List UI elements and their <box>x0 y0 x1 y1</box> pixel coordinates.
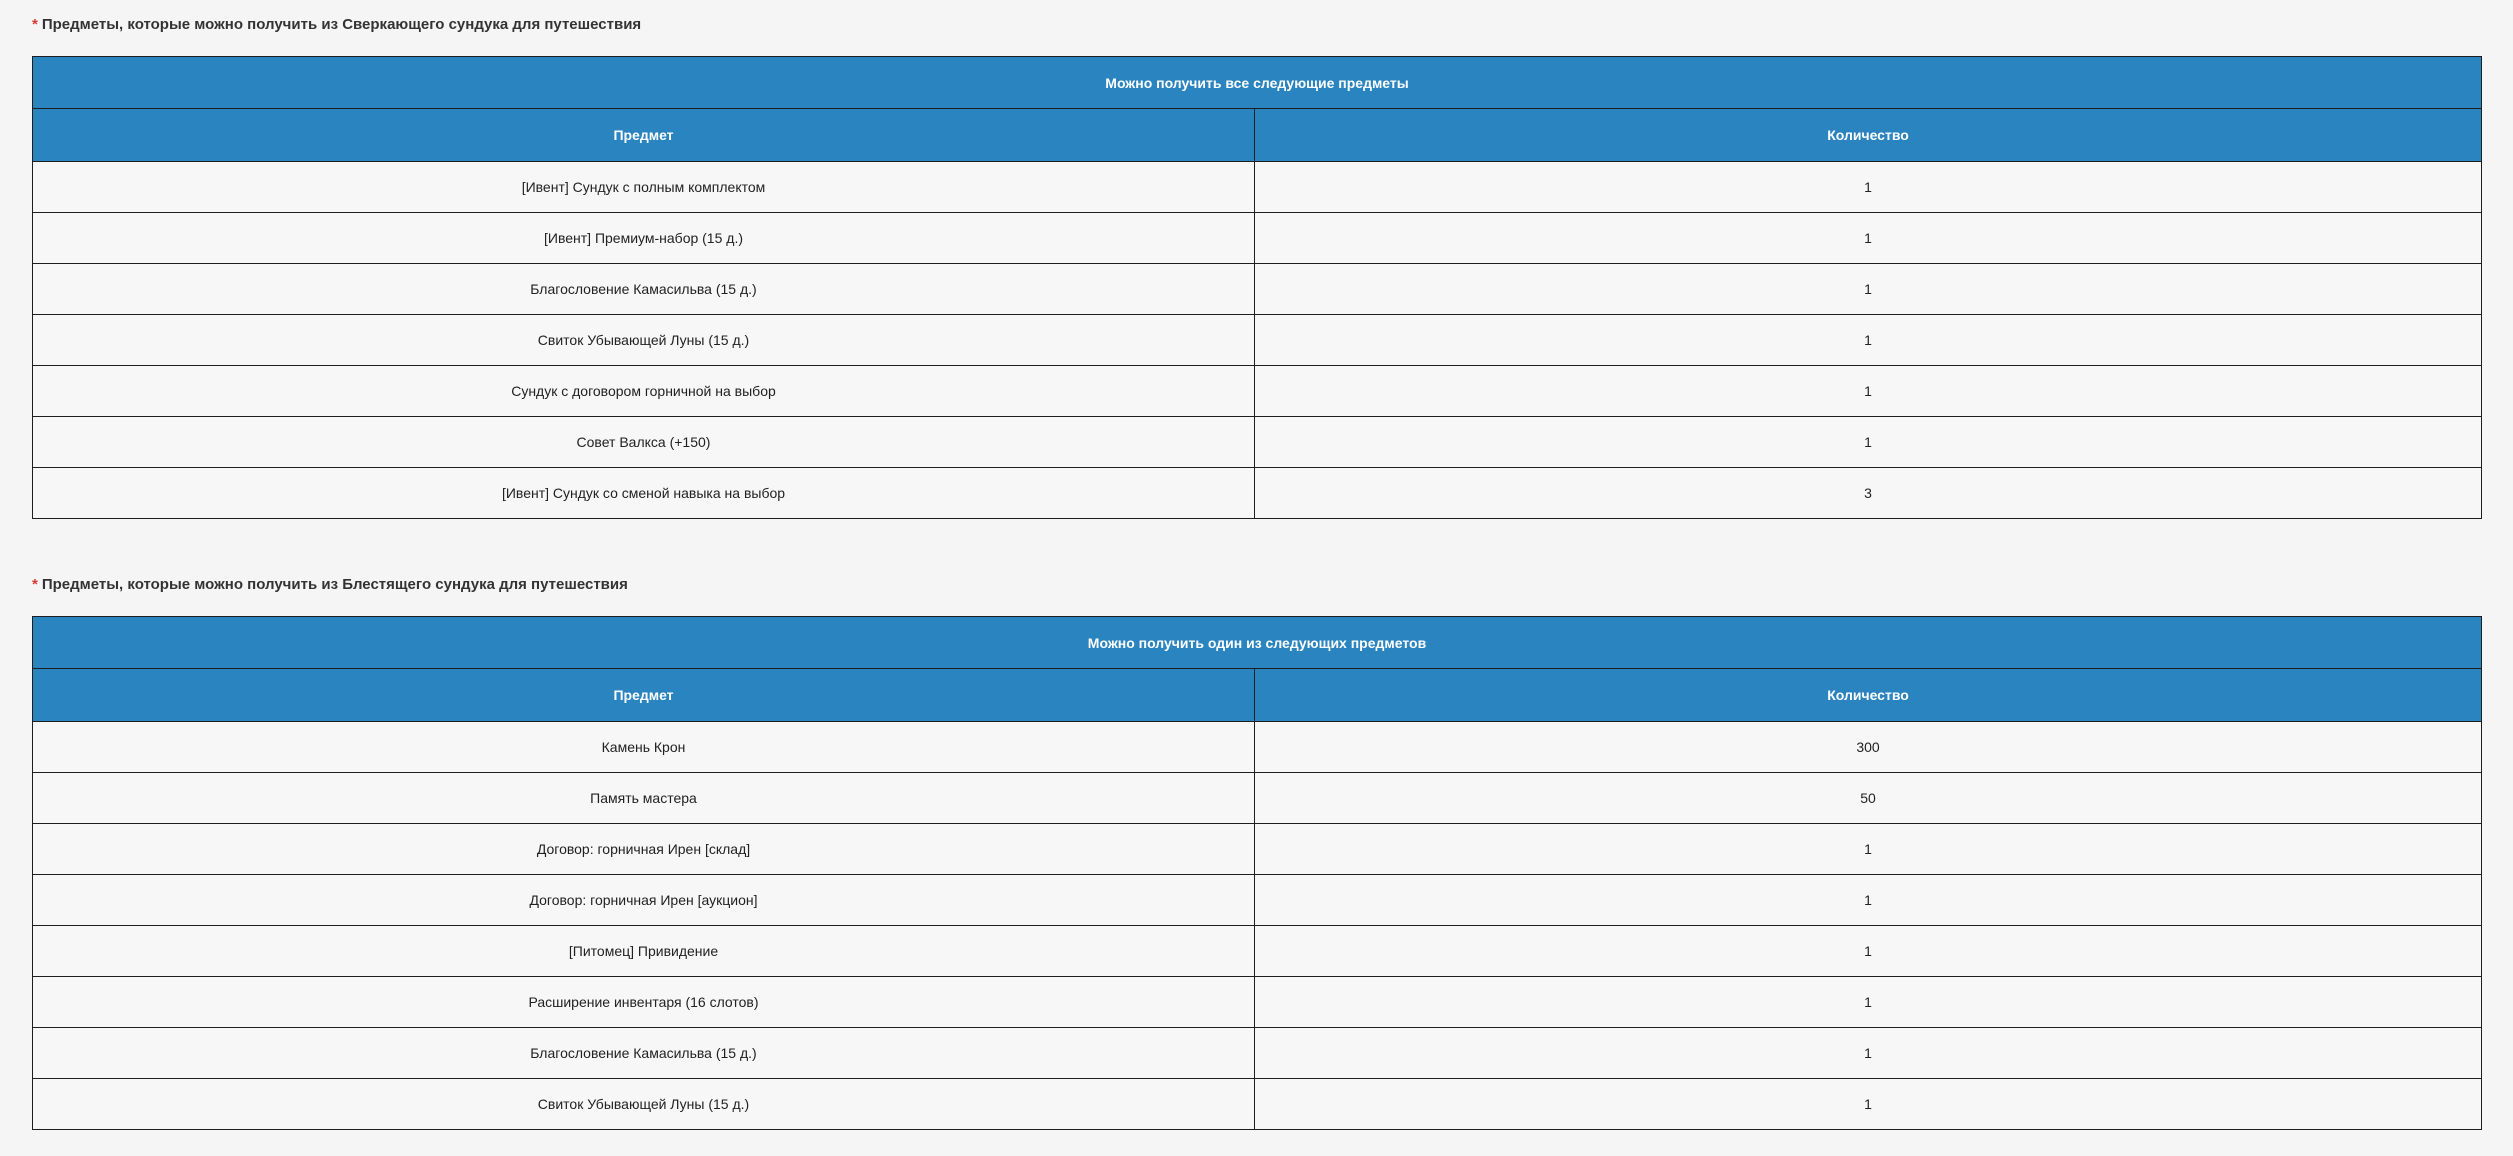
quantity-cell: 1 <box>1255 417 2482 468</box>
table-row <box>33 162 2482 213</box>
table-row <box>33 468 2482 519</box>
quantity-cell: 1 <box>1255 824 2482 875</box>
table-caption-row <box>33 57 2482 109</box>
table-row <box>33 315 2482 366</box>
quantity-cell: 1 <box>1255 875 2482 926</box>
item-cell: Расширение инвентаря (16 слотов) <box>33 977 1255 1028</box>
item-cell: Договор: горничная Ирен [склад] <box>33 824 1255 875</box>
table-row <box>33 722 2482 773</box>
table-header-row <box>33 669 2482 722</box>
item-cell: Память мастера <box>33 773 1255 824</box>
table-row <box>33 926 2482 977</box>
table-row <box>33 875 2482 926</box>
column-header-quantity: Количество <box>1255 669 2482 722</box>
quantity-cell: 3 <box>1255 468 2482 519</box>
column-header-item: Предмет <box>33 669 1255 722</box>
table-header-row <box>33 109 2482 162</box>
item-cell: [Питомец] Привидение <box>33 926 1255 977</box>
quantity-cell: 1 <box>1255 1028 2482 1079</box>
table-row <box>33 773 2482 824</box>
column-header-item: Предмет <box>33 109 1255 162</box>
item-cell: Камень Крон <box>33 722 1255 773</box>
table-row <box>33 264 2482 315</box>
item-cell: [Ивент] Сундук с полным комплектом <box>33 162 1255 213</box>
sparkling-chest-section <box>32 14 2481 519</box>
quantity-cell: 1 <box>1255 162 2482 213</box>
item-cell: Договор: горничная Ирен [аукцион] <box>33 875 1255 926</box>
asterisk-mark: * <box>32 16 38 33</box>
table-row <box>33 366 2482 417</box>
table-row <box>33 1079 2482 1130</box>
quantity-cell: 1 <box>1255 264 2482 315</box>
item-cell: Свиток Убывающей Луны (15 д.) <box>33 315 1255 366</box>
shiny-chest-section <box>32 574 2481 1130</box>
section-title-text: Предметы, которые можно получить из Блестящего сундука для путешествия <box>41 576 628 593</box>
quantity-cell: 1 <box>1255 977 2482 1028</box>
quantity-cell: 1 <box>1255 213 2482 264</box>
table-row <box>33 977 2482 1028</box>
column-header-quantity: Количество <box>1255 109 2482 162</box>
table-caption: Можно получить все следующие предметы <box>33 57 2482 109</box>
table-caption-row <box>33 617 2482 669</box>
section-title <box>32 14 2481 36</box>
quantity-cell: 1 <box>1255 926 2482 977</box>
items-table <box>32 616 2482 1130</box>
item-cell: [Ивент] Премиум-набор (15 д.) <box>33 213 1255 264</box>
item-cell: Сундук с договором горничной на выбор <box>33 366 1255 417</box>
asterisk-mark: * <box>32 576 38 593</box>
item-cell: Свиток Убывающей Луны (15 д.) <box>33 1079 1255 1130</box>
table-row <box>33 213 2482 264</box>
item-cell: Совет Валкса (+150) <box>33 417 1255 468</box>
quantity-cell: 300 <box>1255 722 2482 773</box>
section-title <box>32 574 2481 596</box>
table-caption: Можно получить один из следующих предметов <box>33 617 2482 669</box>
item-cell: Благословение Камасильва (15 д.) <box>33 264 1255 315</box>
quantity-cell: 50 <box>1255 773 2482 824</box>
quantity-cell: 1 <box>1255 1079 2482 1130</box>
table-row <box>33 824 2482 875</box>
quantity-cell: 1 <box>1255 315 2482 366</box>
section-title-text: Предметы, которые можно получить из Сверкающего сундука для путешествия <box>41 16 642 33</box>
items-table <box>32 56 2482 519</box>
item-cell: Благословение Камасильва (15 д.) <box>33 1028 1255 1079</box>
table-row <box>33 1028 2482 1079</box>
quantity-cell: 1 <box>1255 366 2482 417</box>
table-row <box>33 417 2482 468</box>
item-cell: [Ивент] Сундук со сменой навыка на выбор <box>33 468 1255 519</box>
